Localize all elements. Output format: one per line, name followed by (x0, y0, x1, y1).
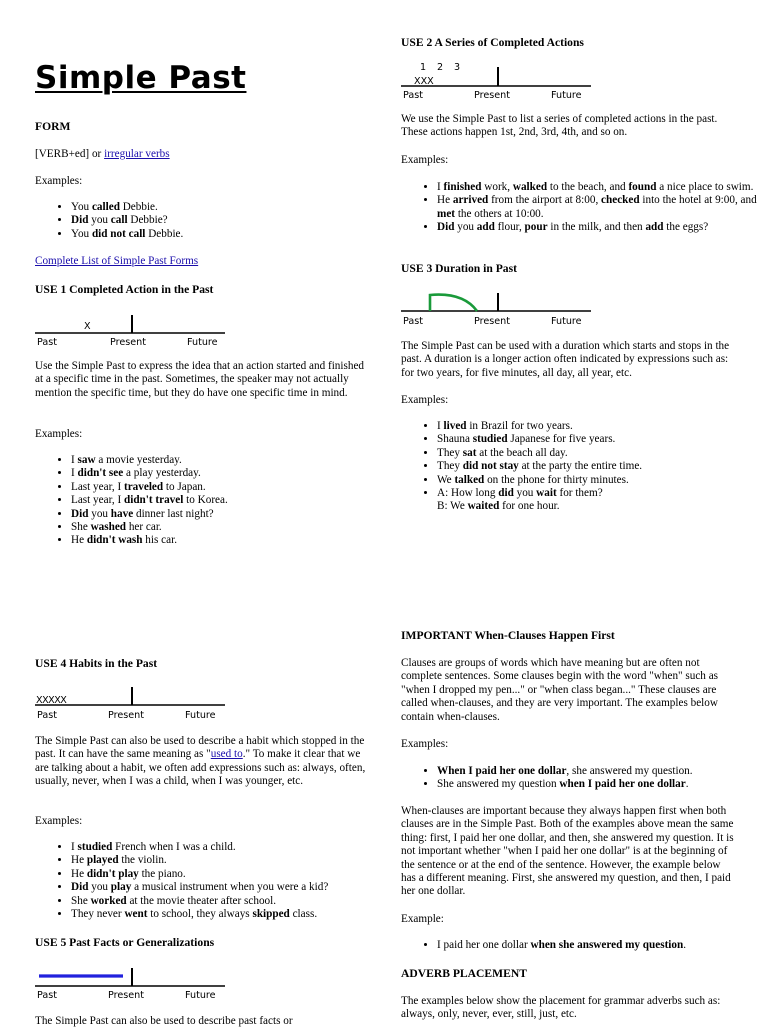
adverb-heading: ADVERB PLACEMENT (401, 967, 527, 980)
text-segment: the piano. (138, 867, 186, 880)
text-segment: a movie yesterday. (95, 454, 182, 466)
use5-text: The Simple Past can also be used to describe past facts or (35, 1015, 293, 1027)
examples-label: Examples: (35, 428, 83, 440)
text-segment: you (88, 214, 111, 227)
text-segment: on the phone for thirty minutes. (484, 473, 629, 486)
form-text (35, 148, 365, 161)
use4-text (35, 735, 367, 789)
bold-verb: have (110, 507, 134, 520)
bold-verb: skipped (252, 908, 290, 921)
examples-label: Examples: (401, 738, 449, 750)
text-segment: He (71, 867, 87, 880)
timeline-past-label: Past (403, 90, 423, 101)
bold-verb: add (645, 221, 664, 234)
text-segment: They never (71, 908, 125, 921)
text-segment: Debbie? (127, 214, 168, 227)
examples-label: Examples: (35, 175, 83, 187)
list-item (437, 474, 757, 487)
list-item (437, 221, 757, 234)
use1-examples-list (35, 454, 391, 548)
text-segment: a nice place to swim. (656, 181, 754, 193)
list-item (71, 908, 401, 921)
text-segment: work, (481, 181, 513, 193)
list-item (71, 868, 401, 881)
list-item (71, 214, 391, 227)
timeline-past-label: Past (37, 337, 57, 348)
use1-text: Use the Simple Past to express the idea that an action started and finished at a specific time in the past. Sometimes, the speaker may not actually mention the specific time, but they do have one specific time in mind. (35, 360, 365, 399)
use2-number-3: 3 (454, 62, 461, 73)
timeline-present-label: Present (474, 90, 510, 101)
use2-number-2: 2 (437, 62, 444, 73)
text-segment: to Japan. (163, 480, 206, 493)
bold-verb: studied (77, 841, 113, 853)
examples-label: Examples: (401, 154, 449, 166)
text-segment: B: We (437, 500, 468, 513)
text-segment: She answered my question (437, 778, 560, 791)
form-examples-list (35, 201, 391, 241)
list-item (71, 481, 391, 494)
complete-list-paragraph (35, 255, 198, 268)
list-item (71, 454, 391, 467)
use3-heading: USE 3 Duration in Past (401, 262, 517, 275)
list-item (71, 841, 401, 854)
text-segment: He (437, 194, 453, 207)
use1-x-mark: X (84, 321, 91, 332)
bold-verb: washed (90, 521, 127, 534)
use1-heading: USE 1 Completed Action in the Past (35, 283, 214, 296)
text-segment: Debbie. (119, 201, 158, 213)
complete-list-link[interactable]: Complete List of Simple Past Forms (35, 255, 199, 267)
when-clauses-heading: IMPORTANT When-Clauses Happen First (401, 629, 615, 642)
use5-timeline (35, 965, 230, 1003)
text-segment: She (71, 521, 91, 534)
bold-verb: did not call (91, 227, 146, 240)
list-item (437, 433, 757, 446)
bold-verb: Did (71, 881, 89, 894)
use5-heading: USE 5 Past Facts or Generalizations (35, 936, 215, 949)
text-segment: I (437, 181, 444, 193)
text-segment: in the milk, and then (547, 221, 646, 234)
text-segment: I (437, 420, 444, 432)
text-segment: They (437, 446, 463, 459)
list-item (71, 534, 391, 547)
text-segment: We (437, 473, 455, 486)
list-item (71, 228, 391, 241)
text-segment: for one hour. (499, 500, 560, 513)
list-item (437, 420, 757, 433)
text-segment: the others at 10:00. (455, 207, 544, 220)
text-segment: Japanese for five years. (507, 433, 616, 446)
text-segment: I (71, 454, 78, 466)
used-to-link[interactable]: used to (210, 748, 243, 761)
bold-verb: didn't travel (123, 494, 184, 507)
use4-timeline (35, 684, 230, 722)
bold-verb: When I paid her one dollar (437, 765, 567, 777)
form-heading: FORM (35, 120, 71, 133)
bold-verb: pour (524, 221, 548, 234)
bold-verb: did not stay (462, 460, 519, 473)
use1-timeline (35, 312, 230, 350)
bold-verb: worked (90, 894, 127, 907)
text-segment: the violin. (118, 854, 167, 867)
list-item (71, 895, 401, 908)
timeline-future-label: Future (185, 710, 216, 721)
timeline-future-label: Future (185, 990, 216, 1001)
use4-text-post: ." To make it clear that we are talking about a habit, we often add expressions such as: always, often, usually, never, when I was a child, when I was younger, etc. (35, 748, 366, 788)
timeline-past-label: Past (37, 710, 57, 721)
list-item (71, 201, 391, 214)
timeline-past-label: Past (37, 990, 57, 1001)
text-segment: into the hotel at 9:00, and (639, 194, 757, 207)
use3-timeline (401, 290, 596, 330)
bold-verb: studied (472, 433, 508, 446)
text-segment: , she answered my question. (566, 765, 693, 777)
bold-verb: checked (601, 194, 640, 207)
bold-verb: waited (467, 500, 500, 513)
text-segment: to school, they always (147, 908, 253, 921)
text-segment: He (71, 854, 87, 867)
list-item (71, 494, 391, 507)
adverb-text: The examples below show the placement for grammar adverbs such as: always, only, never, ever, still, just, etc. (401, 995, 721, 1021)
bold-verb: traveled (123, 480, 164, 493)
bold-verb: Did (71, 214, 89, 227)
use4-heading: USE 4 Habits in the Past (35, 657, 158, 670)
bold-verb: add (476, 221, 495, 234)
text-segment: in Brazil for two years. (466, 420, 573, 432)
list-item (71, 521, 391, 534)
text-segment: dinner last night? (133, 507, 214, 520)
form-text-pre: [VERB+ed] or (35, 148, 105, 160)
bold-verb: found (628, 181, 657, 193)
text-segment: his car. (142, 534, 177, 547)
text-segment: Last year, I (71, 494, 124, 507)
text-segment: you (88, 881, 111, 894)
bold-verb: walked (512, 181, 548, 193)
text-segment: She (71, 894, 91, 907)
use4-x-marks: XXXXX (36, 695, 67, 706)
text-segment: for them? (556, 487, 603, 500)
bold-verb: finished (443, 181, 482, 193)
text-segment: her car. (126, 521, 162, 534)
use4-text-pre: The Simple Past can also be used to describe a habit which stopped in the past. It can have the same meaning as " (35, 735, 365, 761)
bold-verb: play (110, 881, 132, 894)
list-item (71, 508, 391, 521)
bold-verb: when I paid her one dollar (559, 778, 686, 791)
timeline-present-label: Present (108, 710, 144, 721)
text-segment: I paid her one dollar (437, 939, 531, 951)
text-segment: You (71, 227, 92, 240)
when-text-2: When-clauses are important because they always happen first when both clauses are in the Simple Past. Both of the examples above mean the same thing: first, I paid her one dollar, and then, she answered my question. It is not important whether "when I paid her one dollar" is at the beginning of the sentence or at the end of the sentence. However, the example below has a different meaning. First, she answered my question, and then, I paid her one dollar. (401, 805, 734, 898)
examples-label: Examples: (35, 815, 83, 827)
text-segment: you (454, 221, 477, 234)
text-segment: flour, (494, 221, 525, 234)
text-segment: at the party the entire time. (518, 460, 643, 473)
example-label: Example: (401, 913, 444, 925)
list-item (437, 460, 757, 473)
when-text-1: Clauses are groups of words which have meaning but are often not complete sentences. Some clauses begin with the word "when" such as "when I dropped my pen..." or "when class began..." These clauses are called when-clauses, and they are very important. The examples below contain when-clauses. (401, 657, 719, 723)
bold-verb: talked (454, 473, 485, 486)
use3-text: The Simple Past can be used with a duration which starts and stops in the past. A duration is a longer action often indicated by expressions such as: for two years, for five minutes, all day, all year, etc. (401, 340, 730, 379)
timeline-future-label: Future (551, 90, 582, 101)
examples-label: Examples: (401, 394, 449, 406)
list-item (71, 467, 391, 480)
timeline-future-label: Future (551, 316, 582, 327)
list-item (437, 939, 767, 952)
list-item (437, 778, 767, 791)
text-segment: the eggs? (663, 221, 709, 234)
timeline-past-label: Past (403, 316, 423, 327)
text-segment: Shauna (437, 433, 473, 446)
text-segment: . (685, 778, 689, 791)
text-segment: You (71, 201, 92, 213)
use4-examples-list (35, 841, 401, 921)
use2-heading: USE 2 A Series of Completed Actions (401, 36, 584, 49)
list-item (437, 181, 757, 194)
use2-text: We use the Simple Past to list a series of completed actions in the past. These actions happen 1st, 2nd, 3rd, 4th, and so on. (401, 113, 718, 139)
bold-verb: wait (536, 487, 557, 500)
bold-verb: lived (443, 420, 467, 432)
bold-verb: did (498, 487, 514, 500)
bold-verb: sat (462, 446, 477, 459)
bold-verb: arrived (452, 194, 489, 207)
timeline-present-label: Present (474, 316, 510, 327)
bold-verb: played (86, 854, 119, 867)
text-segment: I (71, 467, 78, 480)
when-example2-list (401, 939, 767, 952)
text-segment: Last year, I (71, 480, 124, 493)
text-segment: I (71, 841, 78, 853)
list-item (437, 447, 757, 460)
bold-verb: Did (71, 507, 89, 520)
use3-duration-arc (430, 295, 477, 311)
text-segment: French when I was a child. (112, 841, 236, 853)
bold-verb: didn't see (77, 467, 124, 480)
text-segment: . (683, 939, 687, 951)
bold-verb: met (437, 207, 456, 220)
use2-x-marks: XXX (414, 76, 434, 87)
text-segment: you (513, 487, 537, 500)
text-segment: at the movie theater after school. (126, 894, 277, 907)
text-segment: Debbie. (145, 227, 184, 240)
page-title: Simple Past (35, 60, 247, 96)
timeline-present-label: Present (110, 337, 146, 348)
bold-verb: didn't wash (86, 534, 143, 547)
bold-verb: went (124, 908, 148, 921)
text-segment: A: How long (437, 487, 499, 500)
text-segment: to Korea. (183, 494, 228, 507)
list-item (437, 487, 757, 514)
irregular-verbs-link[interactable]: irregular verbs (104, 148, 170, 160)
text-segment: He (71, 534, 87, 547)
bold-verb: called (91, 201, 120, 213)
bold-verb: saw (77, 454, 96, 466)
list-item (71, 881, 401, 894)
list-item (437, 194, 757, 221)
use2-examples-list (401, 181, 757, 235)
text-segment: a play yesterday. (123, 467, 201, 480)
text-segment: They (437, 460, 463, 473)
timeline-present-label: Present (108, 990, 144, 1001)
list-item (71, 854, 401, 867)
bold-verb: when she answered my question (530, 939, 684, 951)
bold-verb: Did (437, 221, 455, 234)
bold-verb: call (110, 214, 128, 227)
text-segment: class. (289, 908, 318, 921)
use2-number-1: 1 (420, 62, 427, 73)
text-segment: at the beach all day. (476, 446, 568, 459)
text-segment: to the beach, and (547, 181, 629, 193)
text-segment: you (88, 507, 111, 520)
bold-verb: didn't play (86, 867, 139, 880)
text-segment: a musical instrument when you were a kid? (131, 881, 329, 894)
list-item (437, 765, 767, 778)
timeline-future-label: Future (187, 337, 218, 348)
use3-examples-list (401, 420, 757, 514)
when-examples-list (401, 765, 767, 792)
use2-timeline (401, 62, 596, 102)
text-segment: from the airport at 8:00, (488, 194, 602, 207)
